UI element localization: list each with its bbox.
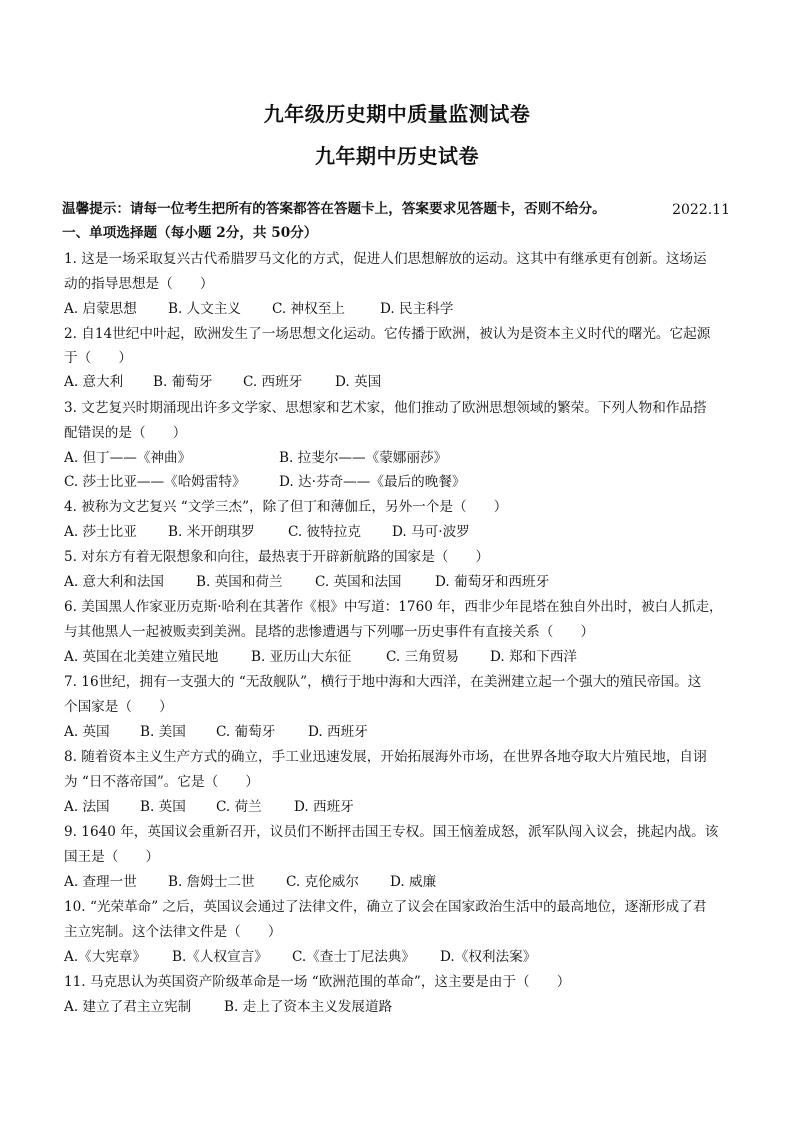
question-options — [64, 470, 744, 494]
question-stem: 6. 美国黑人作家亚历克斯·哈利在其著作《根》中写道：1760 年，西非少年昆塔在独自外出时，被白人抓走， — [64, 599, 723, 615]
option-a: A. 建立了君主立宪制 — [64, 999, 192, 1015]
option-a: A. 查理一世 — [64, 874, 137, 890]
exam-date: 2022.11 — [672, 202, 730, 218]
exam-subtitle: 九年期中历史试卷 — [315, 144, 479, 168]
option-c: C. 彼特拉克 — [288, 524, 361, 540]
question-options — [64, 870, 744, 894]
question-stem: 动的指导思想是（ ） — [64, 276, 214, 292]
option-a: A. 法国 — [64, 799, 110, 815]
option-c: C. 莎士比亚——《哈姆雷特》 — [64, 474, 246, 490]
option-b: B.《人权宣言》 — [172, 949, 268, 965]
option-d: D. 威廉 — [390, 874, 437, 890]
question-stem: 9. 1640 年，英国议会重新召开，议员们不断抨击国王专权。国王恼羞成怒，派军队闯入议会，挑起内战。该 — [64, 824, 719, 840]
question-stem: 5. 对东方有着无限想象和向往，最热衷于开辟新航路的国家是（ ） — [64, 549, 490, 565]
option-d: D. 西班牙 — [308, 724, 368, 740]
question-stem: 配错误的是（ ） — [64, 425, 187, 441]
question-options — [64, 945, 744, 969]
exam-title: 九年级历史期中质量监测试卷 — [263, 102, 531, 126]
question-stem: 个国家是（ ） — [64, 699, 173, 715]
section-heading: 一、单项选择题（每小题 2分，共 50分） — [62, 225, 318, 241]
option-c: C. 英国和法国 — [315, 574, 402, 590]
option-d: D. 葡萄牙和西班牙 — [435, 574, 550, 590]
option-b: B. 葡萄牙 — [153, 374, 213, 390]
question-options — [64, 370, 744, 394]
question-stem: 于（ ） — [64, 350, 132, 366]
option-c: C. 神权至上 — [272, 301, 345, 317]
option-a: A. 英国在北美建立殖民地 — [64, 649, 219, 665]
question-stem: 10. “光荣革命” 之后，英国议会通过了法律文件，确立了议会在国家政治生活中的最高地位，逐渐形成了君 — [64, 899, 707, 915]
question-options — [64, 297, 744, 321]
option-d: D.《权利法案》 — [440, 949, 537, 965]
question-stem: 4. 被称为文艺复兴 “文学三杰”，除了但丁和薄伽丘，另外一个是（ ） — [64, 499, 508, 515]
option-c: C. 荷兰 — [216, 799, 262, 815]
notice-text: 温馨提示：请每一位考生把所有的答案都答在答题卡上，答案要求见答题卡，否则不给分。 — [62, 201, 606, 217]
option-d: D. 郑和下西洋 — [490, 649, 578, 665]
option-c: C. 葡萄牙 — [216, 724, 276, 740]
question-stem: 3. 文艺复兴时期涌现出许多文学家、思想家和艺术家，他们推动了欧洲思想领域的繁荣。下列人物和作品搭 — [64, 400, 707, 416]
option-d: D. 马可·波罗 — [392, 524, 470, 540]
question-options — [64, 446, 744, 470]
option-b: B. 拉斐尔——《蒙娜丽莎》 — [279, 450, 448, 466]
question-options — [64, 720, 744, 744]
option-a: A. 启蒙思想 — [64, 301, 137, 317]
question-options — [64, 570, 744, 594]
question-options — [64, 995, 744, 1019]
option-c: C. 克伦威尔 — [286, 874, 359, 890]
option-a: A.《大宪章》 — [64, 949, 147, 965]
option-b: B. 英国 — [140, 799, 186, 815]
option-a: A. 英国 — [64, 724, 110, 740]
option-d: D. 西班牙 — [294, 799, 354, 815]
option-b: B. 美国 — [140, 724, 186, 740]
option-a: A. 但丁——《神曲》 — [64, 450, 192, 466]
question-stem: 国王是（ ） — [64, 849, 160, 865]
question-stem: 主立宪制。这个法律文件是（ ） — [64, 924, 282, 940]
question-options — [64, 795, 744, 819]
option-b: B. 人文主义 — [168, 301, 242, 317]
option-b: B. 米开朗琪罗 — [168, 524, 255, 540]
option-d: D. 民主科学 — [380, 301, 454, 317]
question-stem: 7. 16世纪，拥有一支强大的 “无敌舰队”，横行于地中海和大西洋，在美洲建立起一个强大的殖民帝国。这 — [64, 674, 702, 690]
option-c: C. 西班牙 — [243, 374, 303, 390]
option-c: C.《查士丁尼法典》 — [292, 949, 415, 965]
option-a: A. 莎士比亚 — [64, 524, 137, 540]
option-d: D. 达·芬奇——《最后的晚餐》 — [279, 474, 466, 490]
question-stem: 为 “日不落帝国”。它是（ ） — [64, 774, 259, 790]
question-stem: 2. 自14世纪中叶起，欧洲发生了一场思想文化运动。它传播于欧洲，被认为是资本主义时代的曙光。它起源 — [64, 326, 711, 342]
question-options — [64, 645, 744, 669]
option-b: B. 走上了资本主义发展道路 — [224, 999, 393, 1015]
question-stem: 11. 马克思认为英国资产阶级革命是一场 “欧洲范围的革命”，这主要是由于（ ） — [64, 974, 571, 990]
option-a: A. 意大利和法国 — [64, 574, 165, 590]
option-b: B. 英国和荷兰 — [196, 574, 283, 590]
option-b: B. 詹姆士二世 — [168, 874, 255, 890]
question-stem: 8. 随着资本主义生产方式的确立，手工业迅速发展，开始拓展海外市场，在世界各地夺取大片殖民地，自诩 — [64, 749, 707, 765]
question-stem: 1. 这是一场采取复兴古代希腊罗马文化的方式，促进人们思想解放的运动。这其中有继承更有创新。这场运 — [64, 251, 707, 267]
option-d: D. 英国 — [335, 374, 382, 390]
question-stem: 与其他黑人一起被贩卖到美洲。昆塔的悲惨遭遇与下列哪一历史事件有直接关系（ ） — [64, 624, 595, 640]
option-c: C. 三角贸易 — [386, 649, 459, 665]
option-a: A. 意大利 — [64, 374, 124, 390]
option-b: B. 亚历山大东征 — [251, 649, 352, 665]
question-options — [64, 520, 744, 544]
